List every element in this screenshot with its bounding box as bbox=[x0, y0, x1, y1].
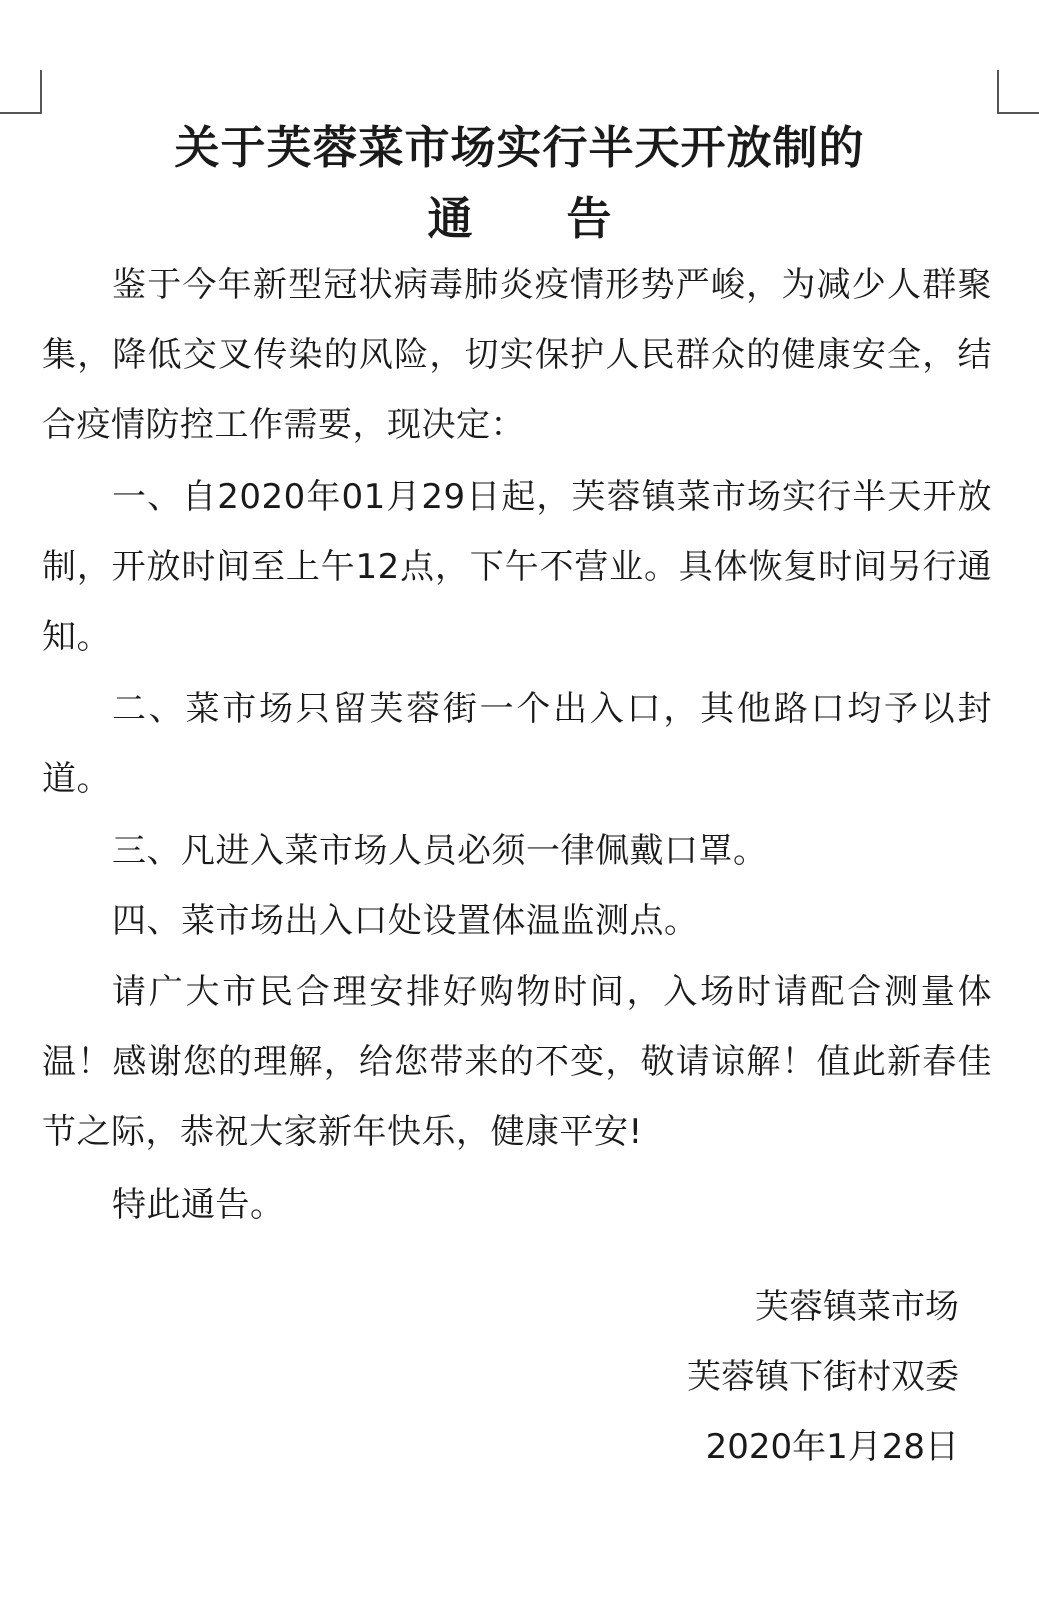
item-2-paragraph: 二、菜市场只留芙蓉街一个出入口，其他路口均予以封道。 bbox=[42, 689, 992, 799]
page-corner-mark-right bbox=[997, 70, 1039, 114]
item-1-paragraph: 一、自2020年01月29日起，芙蓉镇菜市场实行半天开放制，开放时间至上午12点，下午不营业。具体恢复时间另行通知。 bbox=[42, 477, 992, 657]
item-4-paragraph: 四、菜市场出入口处设置体温监测点。 bbox=[112, 901, 699, 941]
notice-paragraph: 请广大市民合理安排好购物时间，入场时请配合测量体温！感谢您的理解，给您带来的不变，敬请谅解！值此新春佳节之际，恭祝大家新年快乐，健康平安! bbox=[42, 972, 992, 1152]
signature-org-1: 芙蓉镇菜市场 bbox=[755, 1287, 959, 1327]
closing-paragraph: 特此通告。 bbox=[112, 1185, 285, 1225]
document-title: 关于芙蓉菜市场实行半天开放制的 bbox=[174, 121, 865, 174]
document-subtitle: 通 告 bbox=[427, 192, 612, 245]
signature-org-2: 芙蓉镇下街村双委 bbox=[687, 1357, 959, 1397]
page-corner-mark-left bbox=[0, 70, 42, 114]
item-3-paragraph: 三、凡进入菜市场人员必须一律佩戴口罩。 bbox=[112, 831, 768, 871]
signature-date: 2020年1月28日 bbox=[705, 1427, 959, 1467]
intro-paragraph: 鉴于今年新型冠状病毒肺炎疫情形势严峻，为减少人群聚集，降低交叉传染的风险，切实保护人民群众的健康安全，结合疫情防控工作需要，现决定： bbox=[42, 265, 992, 445]
